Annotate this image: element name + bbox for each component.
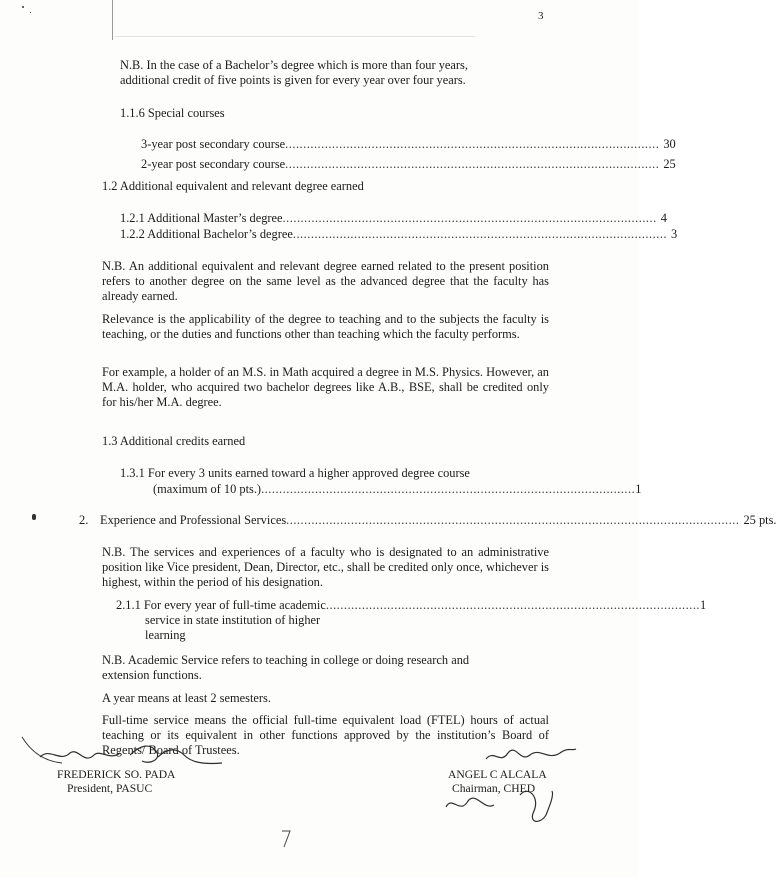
credit-item-line1: 1.3.1 For every 3 units earned toward a higher approved degree course (120, 466, 470, 480)
left-signatory-name: FREDERICK SO. PADA (57, 768, 176, 781)
credit-item-line2: (maximum of 10 pts.) (153, 482, 262, 496)
top-rule (115, 36, 475, 37)
leader-dots: ........................................................................................................ (325, 598, 701, 612)
leader-dots: .............................................................................................................................. (286, 513, 740, 527)
special-course-label: 2-year post secondary course (141, 157, 286, 171)
credit-item-value: 1 (635, 482, 642, 496)
special-course-label: 3-year post secondary course (141, 137, 286, 151)
additional-degree-label: 1.2.1 Additional Master’s degree (120, 211, 283, 225)
academic-item-line2: service in state institution of higher (145, 613, 321, 627)
page-number: 3 (538, 10, 544, 22)
section-1-2-heading: 1.2 Additional equivalent and relevant degree earned (102, 179, 364, 193)
right-signatory-name: ANGEL C ALCALA (448, 768, 547, 781)
signature-marks (0, 735, 638, 877)
special-course-value: 30 (663, 137, 676, 151)
leader-dots: ........................................................................................................ (285, 137, 660, 151)
right-signatory-title: Chairman, CHED (452, 782, 536, 795)
nb-academic-service-paragraph: N.B. Academic Service refers to teaching in college or doing research and extension functions. (102, 653, 470, 682)
additional-degree-value: 4 (660, 211, 667, 225)
academic-item-line3: learning (145, 628, 186, 642)
handwritten-signatures (0, 735, 638, 877)
nb-additional-degree-paragraph: N.B. An additional equivalent and relevant degree earned related to the present position refers to another degree on the same level as the advanced degree that the faculty has already earned. (102, 259, 549, 303)
fulltime-definition-paragraph: Full-time service means the official full-time equivalent load (FTEL) hours of actual teaching or its equivalent in other functions approved by the institution’s Board of Regents/ Board of Trustees. (102, 713, 549, 757)
leader-dots: ........................................................................................................ (282, 211, 657, 225)
credit-item-row (153, 482, 642, 497)
section-2-title: Experience and Professional Services (100, 513, 287, 527)
section-2-heading-row (100, 513, 777, 528)
section-2-number: 2. (79, 513, 89, 527)
additional-degree-value: 3 (671, 227, 678, 241)
nb-bachelor-paragraph: N.B. In the case of a Bachelor’s degree which is more than four years, additional credit of five points is given for every year over four years. (120, 58, 468, 87)
leader-dots: ........................................................................................................ (285, 157, 660, 171)
additional-degree-row (120, 211, 667, 226)
relevance-paragraph: Relevance is the applicability of the degree to teaching and to the subjects the faculty is teaching, or the duties and functions other than teaching which the faculty performs. (102, 312, 549, 341)
additional-degree-label: 1.2.2 Additional Bachelor’s degree (120, 227, 293, 241)
section-1-3-heading: 1.3 Additional credits earned (102, 434, 246, 448)
margin-line (112, 0, 113, 40)
special-course-value: 25 (663, 157, 676, 171)
section-2-points: 25 pts. (743, 513, 777, 527)
leader-dots: ........................................................................................................ (292, 227, 668, 241)
nb-administrative-paragraph: N.B. The services and experiences of a faculty who is designated to an administrative position like Vice president, Dean, Director, etc., shall be credited only once, whichever is highest, within the period of his designation. (102, 545, 549, 589)
scan-speck (22, 6, 24, 8)
leader-dots: ........................................................................................................ (261, 482, 636, 496)
year-definition: A year means at least 2 semesters. (102, 691, 271, 705)
section-1-1-6-heading: 1.1.6 Special courses (120, 106, 225, 120)
scan-mark (32, 514, 36, 520)
example-paragraph: For example, a holder of an M.S. in Math acquired a degree in M.S. Physics. However, an M.A. holder, who acquired two bachelor degrees like A.B., BSE, shall be credited only for his/her M.A. degree. (102, 365, 549, 409)
additional-degree-row (120, 227, 678, 242)
academic-item-value: 1 (700, 598, 707, 612)
academic-item-line1: 2.1.1 For every year of full-time academic (116, 598, 326, 612)
scan-speck (30, 12, 31, 13)
left-signatory-title: President, PASUC (67, 782, 153, 795)
academic-item-row (116, 598, 707, 613)
special-course-row (141, 137, 676, 152)
special-course-row (141, 157, 676, 172)
